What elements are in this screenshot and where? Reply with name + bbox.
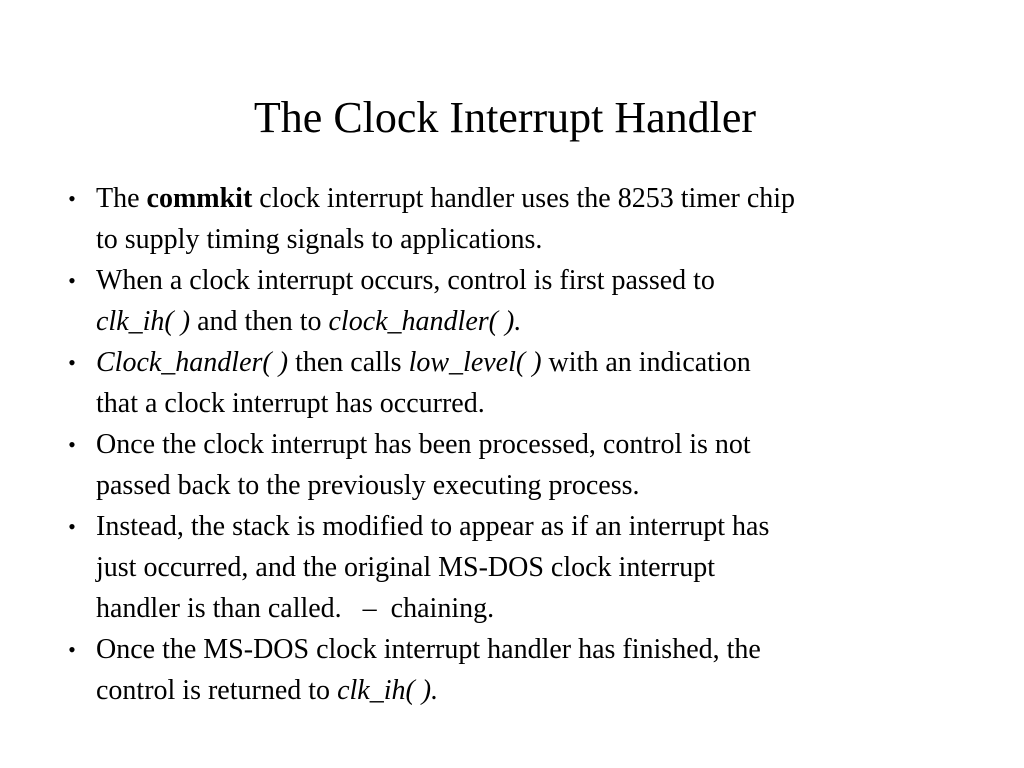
bold-term: commkit [146, 183, 253, 214]
bullet-line [96, 301, 960, 342]
text-span: . [514, 306, 522, 337]
text-span: to supply timing signals to applications. [96, 224, 543, 255]
text-span: Once the clock interrupt has been processed, control is not [96, 429, 751, 460]
text-span: . [431, 675, 439, 706]
bullet-line [96, 465, 960, 506]
bullet-item [60, 342, 960, 424]
bullet-dot-icon: • [68, 432, 76, 457]
text-span: clock interrupt handler uses the 8253 timer chip [252, 183, 796, 214]
text-span: Instead, the stack is modified to appear as if an interrupt has [96, 511, 770, 542]
bullet-item [60, 178, 960, 260]
function-name: clk_ih( ) [337, 675, 432, 706]
slide-title: The Clock Interrupt Handler [253, 93, 757, 142]
bullet-list [60, 178, 960, 711]
bullet-item [60, 424, 960, 506]
bullet-dot-icon: • [68, 637, 76, 662]
text-span: handler is than called. – chaining. [96, 593, 495, 624]
bullet-item [60, 260, 960, 342]
bullet-line [96, 588, 960, 629]
bullet-line [96, 383, 960, 424]
text-span: then calls [288, 347, 409, 378]
text-span: control is returned to [96, 675, 338, 706]
text-span: and then to [190, 306, 329, 337]
bullet-line [96, 178, 960, 219]
bullet-line [96, 424, 960, 465]
bullet-line [96, 670, 960, 711]
function-name: Clock_handler( ) [96, 347, 289, 378]
bullet-line [96, 260, 960, 301]
function-name: clk_ih( ) [96, 306, 191, 337]
text-span: that a clock interrupt has occurred. [96, 388, 485, 419]
function-name: clock_handler( ) [328, 306, 515, 337]
bullet-dot-icon: • [68, 268, 76, 293]
bullet-line [96, 219, 960, 260]
text-span: with an indication [541, 347, 751, 378]
bullet-item [60, 506, 960, 629]
bullet-dot-icon: • [68, 186, 76, 211]
bullet-dot-icon: • [68, 350, 76, 375]
bullet-item [60, 629, 960, 711]
text-span: passed back to the previously executing process. [96, 470, 640, 501]
text-span: When a clock interrupt occurs, control is first passed to [96, 265, 715, 296]
bullet-dot-icon: • [68, 514, 76, 539]
text-span: The [96, 183, 147, 214]
bullet-line [96, 547, 960, 588]
bullet-line [96, 506, 960, 547]
function-name: low_level( ) [408, 347, 542, 378]
text-span: just occurred, and the original MS-DOS clock interrupt [96, 552, 715, 583]
bullet-line [96, 342, 960, 383]
text-span: Once the MS-DOS clock interrupt handler has finished, the [96, 634, 761, 665]
bullet-line [96, 629, 960, 670]
